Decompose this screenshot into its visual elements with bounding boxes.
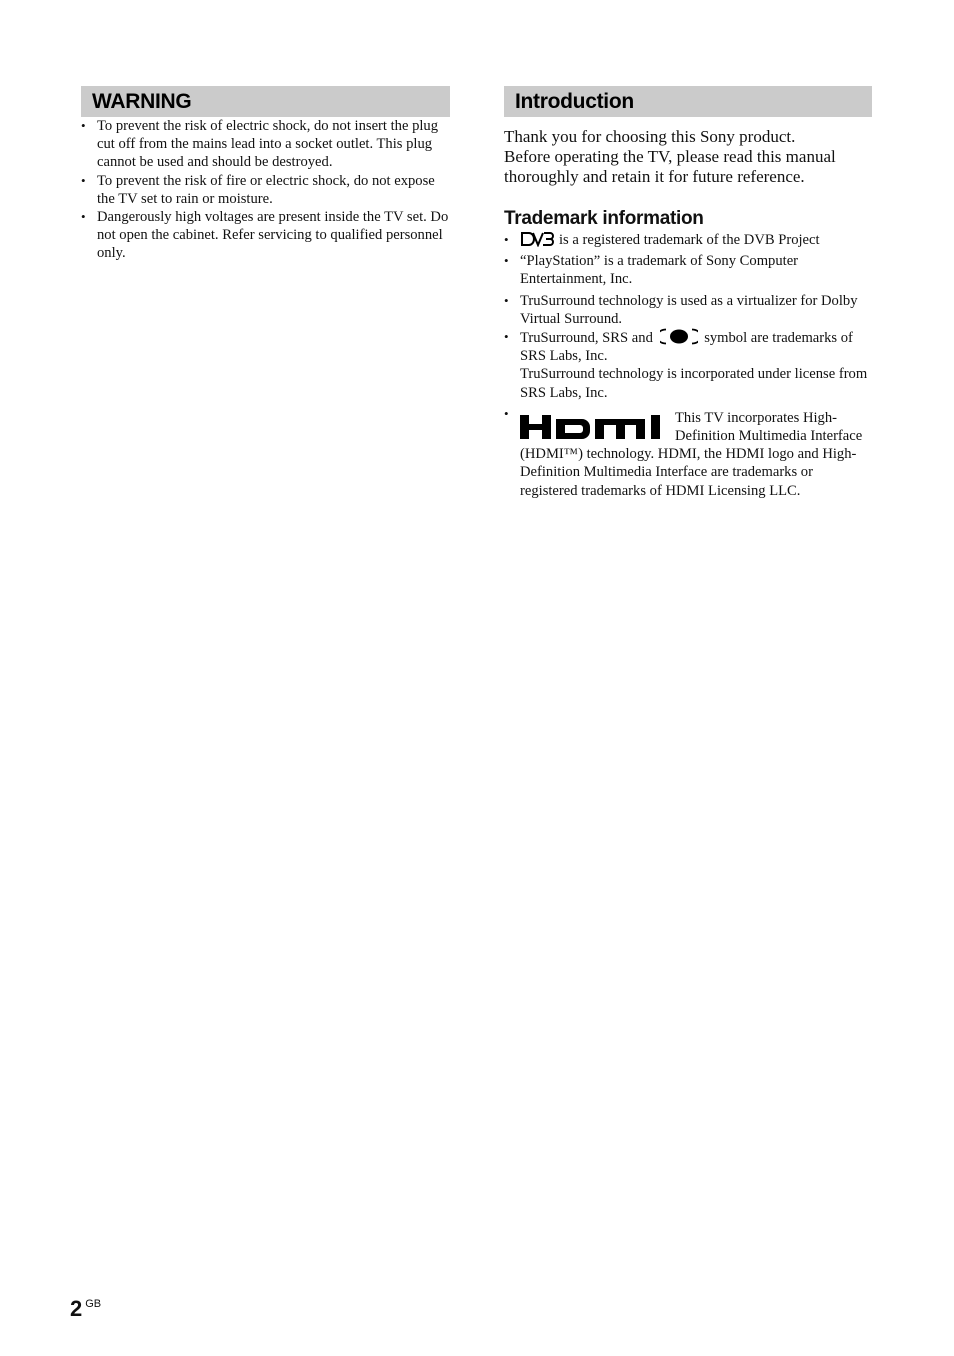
dvb-trademark-text: is a registered trademark of the DVB Project <box>559 232 820 248</box>
warning-item-moisture: • To prevent the risk of fire or electric shock, do not expose the TV set to rain or moisture. <box>81 172 450 208</box>
warning-section <box>81 86 450 263</box>
dvb-logo-icon <box>520 231 555 247</box>
warning-heading: WARNING <box>81 86 450 117</box>
trademark-item-srs <box>504 328 872 402</box>
introduction-line-1: Thank you for choosing this Sony product. <box>504 127 796 146</box>
trademark-heading: Trademark information <box>504 208 704 229</box>
page-region-code: GB <box>85 1298 102 1310</box>
hdmi-trademark-text: This TV incorporates High-Definition Multimedia Interface (HDMI™) technology. HDMI, the HDMI logo and High-Definition Multimedia Interface are trademarks or registered trademarks of HDMI Licensing LLC. <box>520 409 863 499</box>
introduction-heading: Introduction <box>504 86 872 117</box>
srs-text-after: symbol are trademarks of SRS Labs, Inc. <box>520 330 853 365</box>
trademark-item-playstation: • “PlayStation” is a trademark of Sony Computer Entertainment, Inc. <box>504 252 872 288</box>
trademark-item-hdmi <box>504 405 872 500</box>
srs-license-text: TruSurround technology is incorporated under license from SRS Labs, Inc. <box>520 366 868 401</box>
introduction-text <box>504 127 872 187</box>
srs-circle-logo-icon <box>660 328 698 345</box>
warning-item-shock-plug: • To prevent the risk of electric shock, do not insert the plug cut off from the mains lead into a socket outlet. This plug cannot be used and should be destroyed. <box>81 117 450 172</box>
trademark-item-trusurround: • TruSurround technology is used as a virtualizer for Dolby Virtual Surround. <box>504 292 872 328</box>
warning-list <box>81 117 450 263</box>
introduction-line-2: Before operating the TV, please read this manual thoroughly and retain it for future reference. <box>504 147 836 186</box>
page-number: 2 <box>70 1296 83 1321</box>
trademark-list <box>504 231 872 500</box>
hdmi-logo-icon <box>520 413 667 441</box>
srs-text-before: TruSurround, SRS and <box>520 330 653 347</box>
introduction-section <box>504 86 872 503</box>
trademark-item-dvb <box>504 231 872 249</box>
page-footer <box>70 1296 101 1322</box>
warning-item-high-voltage: • Dangerously high voltages are present inside the TV set. Do not open the cabinet. Refer servicing to qualified personnel only. <box>81 208 450 263</box>
